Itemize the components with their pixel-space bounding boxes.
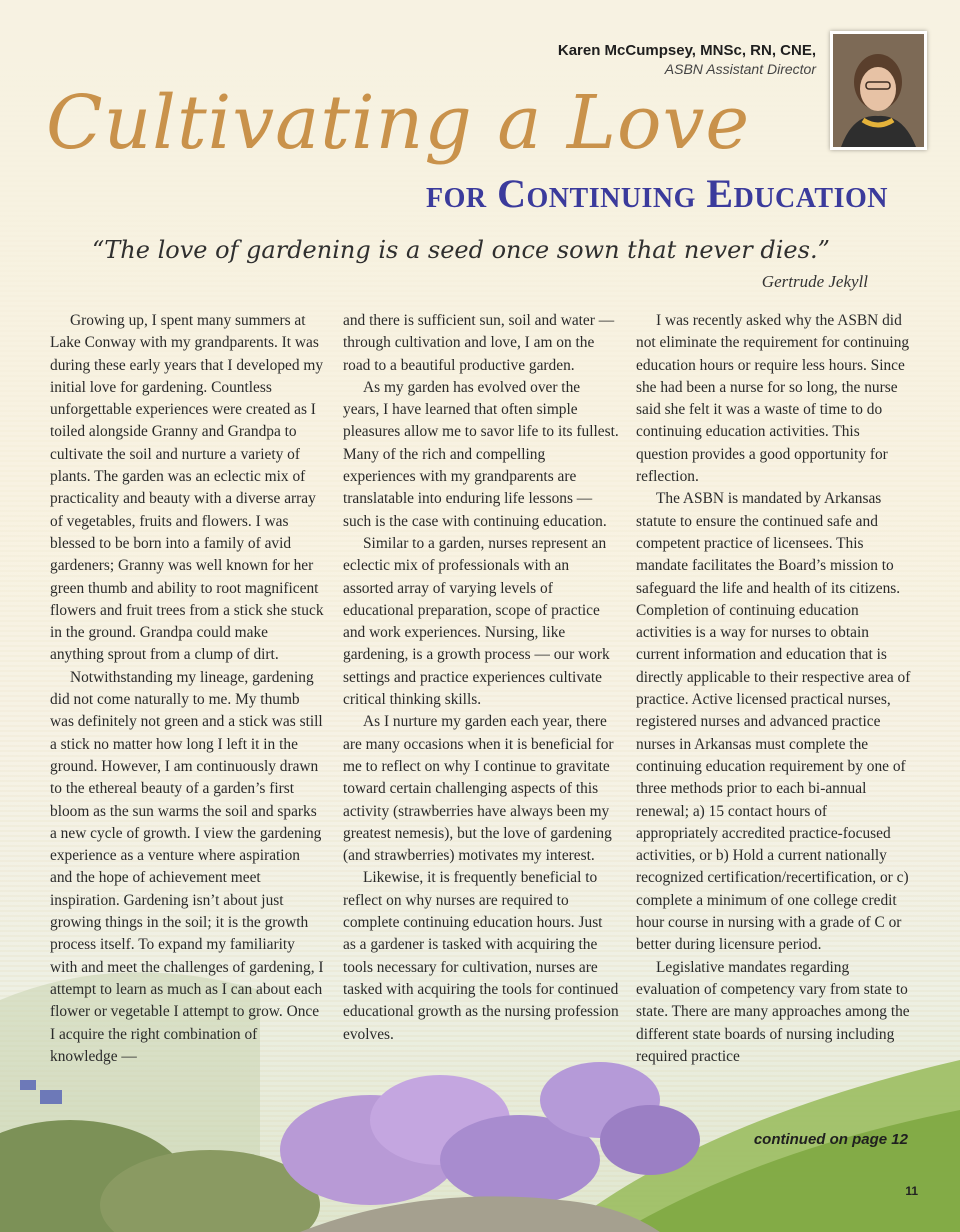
article-title: Cultivating a Love [46, 80, 751, 166]
text-column-2 [343, 310, 619, 1046]
continued-note: continued on page 12 [753, 1131, 908, 1148]
paragraph: Similar to a garden, nurses represent an eclectic mix of professionals with an assorted array of varying levels of educational preparation, scope of practice and work experiences. Nursing, like gardening, is a growth process — our work settings and practice experiences cultivate critical thinking skills. [343, 534, 610, 709]
paragraph: Growing up, I spent many summers at Lake Conway with my grandparents. It was during these early years that I developed my initial love for gardening. Countless unforgettable experiences were created as I toiled alongside Granny and Grandpa to cultivate the soil and nurture a variety of plants. The garden was an eclectic mix of practicality and beauty with a diverse array of vegetables, fruits and flowers. I was blessed to be born into a family of avid gardeners; Granny was well known for her green thumb and ability to root magnificent flowers and fruit trees from a stick she stuck in the ground. Grandpa could make anything sprout from a clump of dirt. [50, 312, 324, 664]
author-block [558, 42, 816, 77]
paragraph: Notwithstanding my lineage, gardening did not come naturally to me. My thumb was definitely not green and a stick was still a stick no matter how long I left it in the ground. However, I am continuously drawn to the ethereal beauty of a garden’s first bloom as the sun warms the soil and sparks a new cycle of growth. I view the gardening experience as a venture where aspiration and the hope of achievement meet inspiration. Gardening isn’t about just growing things in the soil; it is the growth process itself. To expand my familiarity with and meet the challenges of gardening, I attempt to learn as much as I can about each flower or vegetable I attempt to grow. Once I acquire the right combination of knowledge — [50, 668, 324, 1065]
article-subtitle: for Continuing Education [426, 171, 888, 216]
author-name: Karen McCumpsey, MNSc, RN, CNE, [557, 42, 816, 59]
paragraph: The ASBN is mandated by Arkansas statute to ensure the continued safe and competent practice of licensees. This mandate facilitates the Board’s mission to safeguard the life and health of its citizens. Completion of continuing education activities is a way for nurses to obtain current information and education that is directly applicable to their respective area of practice. Active licensed practical nurses, registered nurses and advanced practice nurses in Arkansas must complete the continuing education requirement by one of three methods prior to each bi-annual renewal; a) 15 contact hours of appropriately accredited practice-focused activities, or b) Hold a current nationally recognized certification/recertification, or c) complete a minimum of one college credit hour course in nursing with a grade of C or better during licensure period. [636, 490, 911, 954]
paragraph: Legislative mandates regarding evaluation of competency vary from state to state. There are many approaches among the different state boards of nursing including required practice [636, 958, 910, 1065]
text-column-1 [50, 310, 324, 1068]
author-photo [830, 31, 927, 150]
paragraph: I was recently asked why the ASBN did not eliminate the requirement for continuing education hours or require less hours. Since she had been a nurse for so long, the nurse said she felt it was a waste of time to do continuing education activities. This question provides a good opportunity for reflection. [636, 312, 910, 486]
text-column-3 [636, 310, 912, 1068]
paragraph: As I nurture my garden each year, there are many occasions when it is beneficial for me to reflect on why I continue to gravitate toward certain challenging aspects of this activity (strawberries have always been my greatest nemesis), but the love of gardening (and strawberries) motivates my interest. [343, 713, 614, 865]
page-number: 11 [905, 1184, 918, 1198]
quote-attribution: Gertrude Jekyll [761, 272, 868, 291]
author-role: ASBN Assistant Director [664, 61, 816, 77]
portrait-image [833, 34, 924, 147]
pull-quote: “The love of gardening is a seed once sown that never dies.” [92, 236, 830, 264]
paragraph: Likewise, it is frequently beneficial to reflect on why nurses are required to complete continuing education hours. Just as a gardener is tasked with acquiring the tools necessary for cultivation, nurses are tasked with acquiring the tools for continued educational growth as the nursing profession evolves. [343, 869, 619, 1043]
paragraph: and there is sufficient sun, soil and water — through cultivation and love, I am on the road to a beautiful productive garden. [343, 312, 615, 374]
paragraph: As my garden has evolved over the years, I have learned that often simple pleasures allow me to savor life to its fullest. Many of the rich and compelling experiences with my grandparents are translatable into enduring life lessons — such is the case with continuing education. [343, 378, 619, 530]
